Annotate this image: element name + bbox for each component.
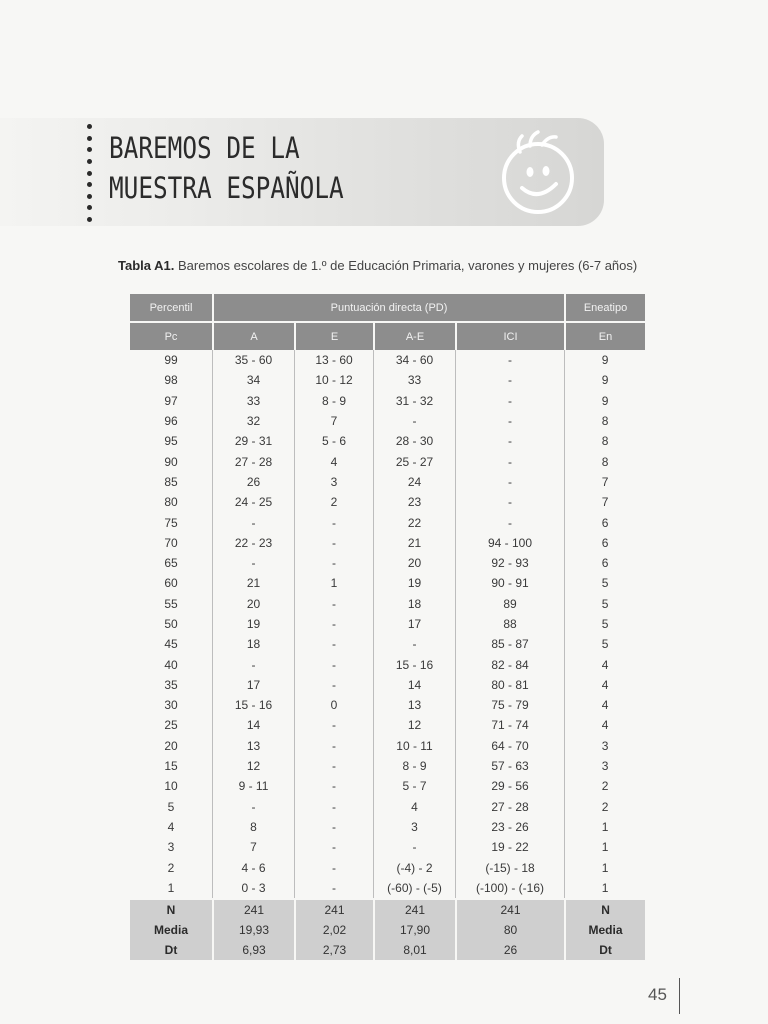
table-cell: - <box>294 756 373 776</box>
table-cell: - <box>212 654 294 674</box>
column-header: Pc <box>130 321 212 350</box>
table-row <box>130 715 645 735</box>
table-cell: 9 <box>564 391 645 411</box>
table-cell: - <box>294 594 373 614</box>
table-cell: 20 <box>373 553 455 573</box>
table-cell: 34 <box>212 370 294 390</box>
table-cell: 18 <box>212 634 294 654</box>
table-cell: 75 <box>164 515 178 530</box>
table-cell: - <box>455 391 564 411</box>
table-cell: 75 - 79 <box>455 695 564 715</box>
table-cell: 7 <box>564 472 645 492</box>
table-row <box>130 553 645 573</box>
table-cell: 10 <box>164 779 178 794</box>
table-row <box>130 614 645 634</box>
table-row <box>130 350 645 370</box>
table-cell: 24 <box>373 472 455 492</box>
table-cell: 7 <box>212 837 294 857</box>
table-row <box>130 451 645 471</box>
table-cell: 21 <box>373 533 455 553</box>
table-cell: 88 <box>455 614 564 634</box>
table-cell: 1 <box>564 817 645 837</box>
table-caption-label: Tabla A1. <box>118 258 175 273</box>
table-cell: - <box>212 797 294 817</box>
summary-label: Media <box>130 920 212 940</box>
table-row <box>130 411 645 431</box>
table-cell: 64 - 70 <box>455 736 564 756</box>
table-row <box>130 736 645 756</box>
table-cell: - <box>294 614 373 634</box>
table-cell: 55 <box>164 596 178 611</box>
table-row <box>130 776 645 796</box>
table-cell: - <box>455 411 564 431</box>
table-cell: 1 <box>294 573 373 593</box>
smiley-face-icon <box>492 130 588 220</box>
table-cell: 92 - 93 <box>455 553 564 573</box>
table-cell: 85 <box>164 474 178 489</box>
baremos-table <box>130 294 645 960</box>
table-cell: 90 - 91 <box>455 573 564 593</box>
summary-cell: 17,90 <box>373 920 455 940</box>
summary-cell: 26 <box>455 940 564 960</box>
table-cell: 3 <box>564 756 645 776</box>
summary-cell: 241 <box>455 898 564 920</box>
table-row <box>130 878 645 898</box>
table-cell: 3 <box>167 840 175 855</box>
summary-cell: 241 <box>373 898 455 920</box>
table-cell: 13 <box>212 736 294 756</box>
summary-cell: 6,93 <box>212 940 294 960</box>
summary-label: Dt <box>564 940 645 960</box>
table-cell: - <box>294 512 373 532</box>
table-cell: 15 - 16 <box>212 695 294 715</box>
table-cell: 15 <box>164 759 178 774</box>
table-cell: 0 <box>294 695 373 715</box>
table-row <box>130 817 645 837</box>
table-cell: 27 - 28 <box>212 451 294 471</box>
column-header: A <box>212 321 294 350</box>
table-cell: 33 <box>373 370 455 390</box>
table-cell: 26 <box>212 472 294 492</box>
table-cell: 7 <box>564 492 645 512</box>
table-cell: - <box>455 350 564 370</box>
table-row <box>130 472 645 492</box>
table-cell: - <box>294 654 373 674</box>
table-cell: 28 - 30 <box>373 431 455 451</box>
table-cell: 97 <box>164 393 178 408</box>
table-cell: 35 - 60 <box>212 350 294 370</box>
table-cell: 4 <box>564 695 645 715</box>
header-puntuacion-directa: Puntuación directa (PD) <box>212 294 564 321</box>
table-row <box>130 756 645 776</box>
table-cell: - <box>373 837 455 857</box>
table-cell: (-4) - 2 <box>373 857 455 877</box>
summary-cell: 80 <box>455 920 564 940</box>
table-cell: - <box>294 736 373 756</box>
table-cell: 2 <box>564 776 645 796</box>
table-cell: - <box>455 431 564 451</box>
table-cell: 5 <box>167 799 175 814</box>
table-cell: 10 - 11 <box>373 736 455 756</box>
table-cell: 19 <box>373 573 455 593</box>
table-cell: 80 - 81 <box>455 675 564 695</box>
table-cell: 80 <box>164 495 178 510</box>
table-cell: 5 <box>564 614 645 634</box>
summary-row <box>130 898 645 920</box>
header-eneatipo: Eneatipo <box>564 294 645 321</box>
table-cell: 4 <box>564 675 645 695</box>
table-cell: 17 <box>212 675 294 695</box>
table-cell: 1 <box>167 880 175 895</box>
table-cell: 8 <box>564 411 645 431</box>
table-cell: 60 <box>164 576 178 591</box>
table-cell: 45 <box>164 637 178 652</box>
section-title <box>109 128 344 208</box>
table-cell: 4 <box>373 797 455 817</box>
table-row <box>130 594 645 614</box>
table-cell: 40 <box>164 657 178 672</box>
summary-label: N <box>564 898 645 920</box>
table-cell: 1 <box>564 857 645 877</box>
table-row <box>130 695 645 715</box>
table-cell: 90 <box>164 454 178 469</box>
table-cell: - <box>294 857 373 877</box>
table-cell: - <box>294 715 373 735</box>
table-cell: - <box>373 634 455 654</box>
table-cell: 5 <box>564 634 645 654</box>
column-header: A-E <box>373 321 455 350</box>
table-cell: 19 - 22 <box>455 837 564 857</box>
table-header <box>130 294 645 350</box>
table-cell: 23 <box>373 492 455 512</box>
table-cell: 4 - 6 <box>212 857 294 877</box>
table-cell: 1 <box>564 878 645 898</box>
table-cell: 89 <box>455 594 564 614</box>
table-cell: 20 <box>212 594 294 614</box>
table-row <box>130 797 645 817</box>
table-cell: 23 - 26 <box>455 817 564 837</box>
table-cell: 71 - 74 <box>455 715 564 735</box>
table-cell: 3 <box>564 736 645 756</box>
summary-cell: 2,02 <box>294 920 373 940</box>
table-row <box>130 370 645 390</box>
table-cell: 13 <box>373 695 455 715</box>
table-cell: 0 - 3 <box>212 878 294 898</box>
table-cell: 99 <box>164 353 178 368</box>
table-cell: 8 - 9 <box>373 756 455 776</box>
table-cell: (-60) - (-5) <box>373 878 455 898</box>
table-cell: 29 - 56 <box>455 776 564 796</box>
table-cell: - <box>455 512 564 532</box>
summary-row <box>130 920 645 940</box>
table-cell: - <box>294 776 373 796</box>
table-cell: 95 <box>164 434 178 449</box>
table-cell: - <box>294 837 373 857</box>
table-cell: - <box>212 553 294 573</box>
table-cell: 12 <box>212 756 294 776</box>
table-cell: 15 - 16 <box>373 654 455 674</box>
table-cell: 5 - 6 <box>294 431 373 451</box>
table-cell: 9 - 11 <box>212 776 294 796</box>
table-cell: 65 <box>164 556 178 571</box>
table-row <box>130 391 645 411</box>
table-cell: 8 - 9 <box>294 391 373 411</box>
table-cell: 2 <box>294 492 373 512</box>
table-row <box>130 675 645 695</box>
table-cell: (-15) - 18 <box>455 857 564 877</box>
table-row <box>130 634 645 654</box>
table-cell: 9 <box>564 350 645 370</box>
table-caption <box>118 258 637 273</box>
table-cell: 5 <box>564 573 645 593</box>
table-cell: 4 <box>564 715 645 735</box>
table-cell: 24 - 25 <box>212 492 294 512</box>
table-cell: 9 <box>564 370 645 390</box>
table-cell: 21 <box>212 573 294 593</box>
table-cell: 12 <box>373 715 455 735</box>
table-cell: - <box>294 797 373 817</box>
table-cell: 94 - 100 <box>455 533 564 553</box>
table-cell: 17 <box>373 614 455 634</box>
table-cell: 5 <box>564 594 645 614</box>
table-cell: 4 <box>167 819 175 834</box>
table-cell: 82 - 84 <box>455 654 564 674</box>
table-cell: 30 <box>164 698 178 713</box>
table-cell: 8 <box>564 451 645 471</box>
table-cell: 32 <box>212 411 294 431</box>
table-cell: (-100) - (-16) <box>455 878 564 898</box>
summary-cell: 19,93 <box>212 920 294 940</box>
summary-cell: 8,01 <box>373 940 455 960</box>
table-cell: 50 <box>164 617 178 631</box>
table-cell: 6 <box>564 512 645 532</box>
table-cell: 7 <box>294 411 373 431</box>
table-cell: 8 <box>564 431 645 451</box>
table-cell: 20 <box>164 738 178 753</box>
table-cell: 19 <box>212 614 294 634</box>
table-cell: 10 - 12 <box>294 370 373 390</box>
table-cell: - <box>294 878 373 898</box>
table-cell: 34 - 60 <box>373 350 455 370</box>
table-cell: - <box>455 472 564 492</box>
table-cell: 4 <box>294 451 373 471</box>
table-cell: 5 - 7 <box>373 776 455 796</box>
page-number-rule <box>679 978 680 1014</box>
table-cell: - <box>294 533 373 553</box>
section-title-line-1: BAREMOS DE LA <box>109 131 300 165</box>
table-cell: 33 <box>212 391 294 411</box>
table-cell: 13 - 60 <box>294 350 373 370</box>
table-row <box>130 512 645 532</box>
table-cell: 2 <box>167 860 175 875</box>
table-cell: 18 <box>373 594 455 614</box>
table-summary <box>130 898 645 960</box>
table-cell: - <box>373 411 455 431</box>
table-cell: 25 <box>164 718 178 733</box>
table-cell: 14 <box>373 675 455 695</box>
table-row <box>130 857 645 877</box>
table-cell: 70 <box>164 535 178 550</box>
table-cell: 6 <box>564 533 645 553</box>
table-cell: 57 - 63 <box>455 756 564 776</box>
table-row <box>130 837 645 857</box>
column-header: ICI <box>455 321 564 350</box>
table-row <box>130 431 645 451</box>
summary-cell: 241 <box>212 898 294 920</box>
table-cell: 85 - 87 <box>455 634 564 654</box>
table-cell: 27 - 28 <box>455 797 564 817</box>
table-cell: 4 <box>564 654 645 674</box>
summary-label: Dt <box>130 940 212 960</box>
summary-cell: 241 <box>294 898 373 920</box>
table-cell: - <box>455 492 564 512</box>
table-cell: - <box>455 451 564 471</box>
table-cell: 35 <box>164 677 178 692</box>
summary-cell: 2,73 <box>294 940 373 960</box>
column-header: En <box>564 321 645 350</box>
table-cell: 8 <box>212 817 294 837</box>
table-cell: 31 - 32 <box>373 391 455 411</box>
summary-label: N <box>130 898 212 920</box>
table-row <box>130 573 645 593</box>
table-cell: 3 <box>294 472 373 492</box>
table-row <box>130 533 645 553</box>
table-cell: 29 - 31 <box>212 431 294 451</box>
table-cell: - <box>294 553 373 573</box>
table-row <box>130 654 645 674</box>
table-cell: 22 - 23 <box>212 533 294 553</box>
dotted-bullet-decoration <box>84 124 94 222</box>
table-cell: 25 - 27 <box>373 451 455 471</box>
table-row <box>130 492 645 512</box>
table-cell: 3 <box>373 817 455 837</box>
page-number: 45 <box>648 985 667 1004</box>
table-cell: 14 <box>212 715 294 735</box>
table-cell: 1 <box>564 837 645 857</box>
table-cell: 6 <box>564 553 645 573</box>
table-cell: 2 <box>564 797 645 817</box>
column-header: E <box>294 321 373 350</box>
table-cell: - <box>455 370 564 390</box>
table-cell: - <box>294 817 373 837</box>
summary-row <box>130 940 645 960</box>
table-cell: - <box>294 675 373 695</box>
table-cell: - <box>212 512 294 532</box>
table-cell: 22 <box>373 512 455 532</box>
table-cell: - <box>294 634 373 654</box>
table-cell: 98 <box>164 373 178 388</box>
table-body <box>130 350 645 898</box>
header-percentil: Percentil <box>130 294 212 321</box>
table-caption-text: Baremos escolares de 1.º de Educación Primaria, varones y mujeres (6-7 años) <box>177 258 638 273</box>
table-cell: 96 <box>164 414 178 429</box>
section-title-line-2: MUESTRA ESPAÑOLA <box>109 171 344 205</box>
summary-label: Media <box>564 920 645 940</box>
